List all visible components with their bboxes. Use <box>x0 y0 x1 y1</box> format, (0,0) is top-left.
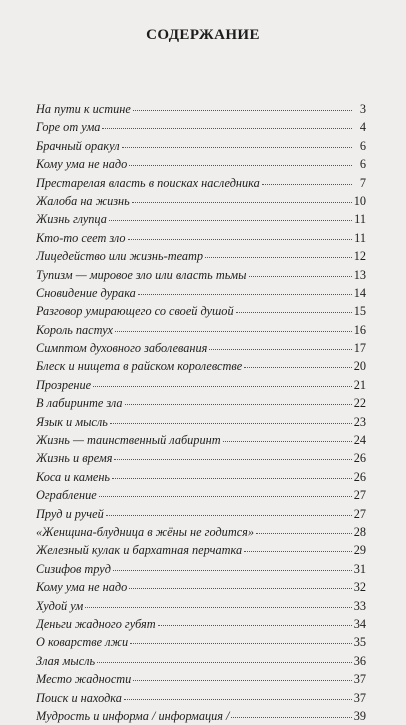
toc-entry-page: 32 <box>353 580 366 595</box>
toc-entry <box>36 560 366 578</box>
toc-entry-page: 4 <box>359 120 366 135</box>
toc-entry-page: 6 <box>359 138 366 153</box>
dot-leader <box>110 413 352 424</box>
toc-entry <box>36 707 366 725</box>
toc-entry-title: Худой ум <box>36 598 84 613</box>
dot-leader <box>158 615 352 626</box>
toc-entry-page: 11 <box>354 212 366 227</box>
dot-leader <box>106 505 352 516</box>
toc-entry <box>36 192 366 210</box>
toc-entry-title: Железный кулак и бархатная перчатка <box>36 543 243 558</box>
page-title: СОДЕРЖАНИЕ <box>146 27 260 43</box>
toc-entry-title: В лабиринте зла <box>36 396 123 411</box>
toc-entry-page: 13 <box>353 267 366 282</box>
toc-entry <box>36 284 366 302</box>
dot-leader <box>231 707 351 718</box>
toc-entry-page: 27 <box>353 506 366 521</box>
dot-leader <box>124 689 352 700</box>
toc-entry <box>36 633 366 651</box>
dot-leader <box>113 560 352 571</box>
toc-entry <box>36 505 366 523</box>
toc-entry-title: Кому ума не надо <box>36 580 128 595</box>
toc-entry-title: Симптом духовного заболевания <box>36 341 208 356</box>
toc-entry-title: Престарелая власть в поисках наследника <box>36 175 260 190</box>
dot-leader <box>112 468 352 479</box>
dot-leader <box>249 266 352 277</box>
toc-entry <box>36 578 366 596</box>
toc-entry-title: Пруд и ручей <box>36 506 104 521</box>
toc-entry <box>36 449 366 467</box>
toc-entry-page: 14 <box>353 285 366 300</box>
dot-leader <box>205 247 352 258</box>
dot-leader <box>125 394 352 405</box>
dot-leader <box>122 137 352 148</box>
toc-entry-title: Прозрение <box>36 377 92 392</box>
toc-entry <box>36 486 366 504</box>
dot-leader <box>102 118 352 129</box>
dot-leader <box>128 229 352 240</box>
toc-entry <box>36 652 366 670</box>
toc-entry-title: Король пастух <box>36 322 113 337</box>
toc-entry-title: Жизнь глупца <box>36 212 107 227</box>
toc-entry-title: Блеск и нищета в райском королевстве <box>36 359 243 374</box>
dot-leader <box>256 523 352 534</box>
toc-entry-page: 36 <box>353 653 366 668</box>
dot-leader <box>133 100 352 111</box>
toc-entry-page: 15 <box>353 304 366 319</box>
toc-entry-title: Сизифов труд <box>36 561 111 576</box>
toc-entry-title: Язык и мысль <box>36 414 108 429</box>
toc-entry-title: Злая мысль <box>36 653 96 668</box>
dot-leader <box>132 192 352 203</box>
toc-entry-title: На пути к истине <box>36 102 131 116</box>
toc-entry-page: 29 <box>353 543 366 558</box>
toc-entry <box>36 321 366 339</box>
dot-leader <box>85 597 351 608</box>
toc-entry-page: 35 <box>353 635 366 650</box>
toc-entry-title: Брачный оракул <box>36 138 120 153</box>
dot-leader <box>114 449 351 460</box>
dot-leader <box>223 431 352 442</box>
dot-leader <box>93 376 352 387</box>
toc-entry-title: О коварстве лжи <box>36 635 129 650</box>
toc-entry-title: Кто-то сеет зло <box>36 230 126 245</box>
toc-entry <box>36 523 366 541</box>
toc-entry-page: 11 <box>354 230 366 245</box>
toc-entry <box>36 339 366 357</box>
toc-entry <box>36 357 366 375</box>
toc-entry <box>36 615 366 633</box>
toc-entry <box>36 541 366 559</box>
toc-entry-title: Коса и камень <box>36 469 111 484</box>
dot-leader <box>138 284 352 295</box>
toc-entry-page: 17 <box>353 341 366 356</box>
toc-entry-page: 37 <box>353 672 366 687</box>
toc-entry <box>36 302 366 320</box>
toc-entry-page: 21 <box>353 377 366 392</box>
toc-entry <box>36 468 366 486</box>
toc-entry-title: Лицедейство или жизнь-театр <box>36 249 204 264</box>
dot-leader <box>130 633 352 644</box>
toc-entry <box>36 689 366 707</box>
toc-entry-title: Поиск и находка <box>36 690 122 705</box>
toc-entry <box>36 100 366 118</box>
toc-entry-page: 12 <box>353 249 366 264</box>
dot-leader <box>133 670 351 681</box>
toc-entry <box>36 229 366 247</box>
toc-entry-title: Ограбление <box>36 488 97 503</box>
toc-entry-title: Кому ума не надо <box>36 157 128 172</box>
toc-entry <box>36 174 366 192</box>
dot-leader <box>262 174 352 185</box>
toc-entry <box>36 247 366 265</box>
toc-entry-page: 3 <box>359 102 366 116</box>
toc-entry-page: 10 <box>353 193 366 208</box>
toc-entry-page: 26 <box>353 469 366 484</box>
toc-entry-title: Сновидение дурака <box>36 285 136 300</box>
toc-entry-page: 24 <box>353 433 366 448</box>
toc-entry-page: 34 <box>353 616 366 631</box>
dot-leader <box>129 578 351 589</box>
toc-entry-title: Деньги жадного губят <box>36 616 156 631</box>
toc-entry <box>36 210 366 228</box>
toc-entry-page: 27 <box>353 488 366 503</box>
dot-leader <box>244 541 352 552</box>
dot-leader <box>236 302 352 313</box>
toc-entry <box>36 670 366 688</box>
dot-leader <box>109 210 352 221</box>
table-of-contents <box>36 100 366 725</box>
toc-entry-page: 26 <box>353 451 366 466</box>
toc-entry <box>36 413 366 431</box>
toc-entry <box>36 155 366 173</box>
toc-entry-title: Разговор умирающего со своей душой <box>36 304 234 319</box>
toc-entry-page: 6 <box>359 157 366 172</box>
toc-entry-title: Жизнь и время <box>36 451 113 466</box>
toc-entry-title: Жалоба на жизнь <box>36 193 130 208</box>
toc-entry-page: 33 <box>353 598 366 613</box>
dot-leader <box>244 357 352 368</box>
toc-entry <box>36 376 366 394</box>
toc-entry-page: 37 <box>353 690 366 705</box>
toc-entry <box>36 137 366 155</box>
toc-entry <box>36 118 366 136</box>
toc-entry-page: 16 <box>353 322 366 337</box>
toc-entry-page: 23 <box>353 414 366 429</box>
toc-entry-page: 31 <box>353 561 366 576</box>
toc-entry-page: 28 <box>353 524 366 539</box>
dot-leader <box>129 155 352 166</box>
toc-entry-title: Жизнь — таинственный лабиринт <box>36 433 221 448</box>
toc-entry-title: Мудрость и информа / информация / <box>36 708 230 723</box>
toc-entry-page: 20 <box>353 359 366 374</box>
toc-entry-page: 22 <box>353 396 366 411</box>
dot-leader <box>209 339 351 350</box>
toc-entry-page: 39 <box>353 708 366 723</box>
toc-entry-title: Горе от ума <box>36 120 101 135</box>
dot-leader <box>115 321 352 332</box>
toc-entry <box>36 266 366 284</box>
toc-entry <box>36 394 366 412</box>
toc-entry-title: Место жадности <box>36 672 132 687</box>
toc-entry-title: Тупизм — мировое зло или власть тьмы <box>36 267 247 282</box>
toc-entry <box>36 597 366 615</box>
toc-entry-title: «Женщина-блудница в жёны не годится» <box>36 524 255 539</box>
dot-leader <box>97 652 352 663</box>
toc-entry-page: 7 <box>359 175 366 190</box>
dot-leader <box>99 486 352 497</box>
toc-entry <box>36 431 366 449</box>
